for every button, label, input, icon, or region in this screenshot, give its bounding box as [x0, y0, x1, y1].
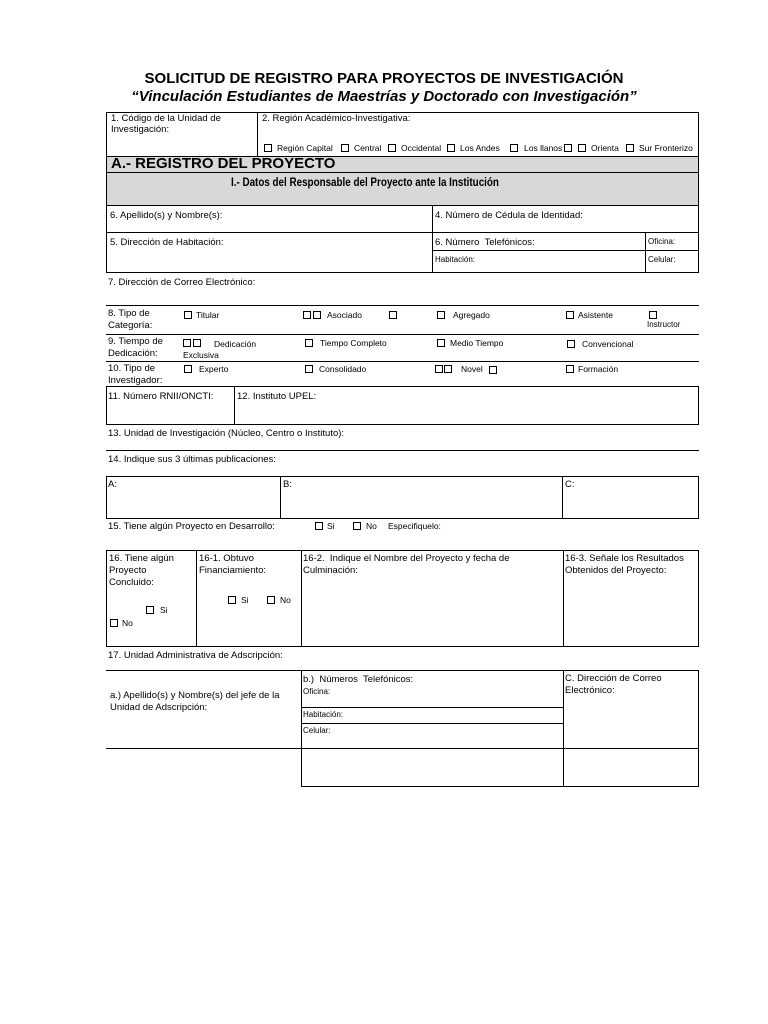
- region-orienta-checkbox: [578, 144, 586, 152]
- region-sur-fronterizo-checkbox: [626, 144, 634, 152]
- yes-option: Si: [327, 521, 335, 531]
- table-rule: [234, 386, 235, 424]
- form-title: SOLICITUD DE REGISTRO PARA PROYECTOS DE INVESTIGACIÓN: [144, 70, 624, 87]
- table-rule: [301, 670, 302, 787]
- experto-checkbox: [184, 365, 192, 373]
- yes-option: Si: [241, 595, 249, 605]
- region-option: Orienta: [591, 143, 619, 153]
- phone-cell-label: Celular:: [648, 255, 676, 264]
- table-rule: [106, 550, 107, 646]
- table-rule: [106, 450, 699, 451]
- researcher-option: Consolidado: [319, 364, 367, 374]
- table-rule: [698, 205, 699, 272]
- tiempo-completo-checkbox: [305, 339, 313, 347]
- yes-option: Si: [160, 605, 168, 615]
- asociado-checkbox: [313, 311, 321, 319]
- publication-a-label: A:: [108, 479, 117, 490]
- novel-checkbox: [444, 365, 452, 373]
- dedication-option: Tiempo Completo: [320, 338, 387, 348]
- table-rule: [106, 670, 699, 671]
- novel-checkbox: [435, 365, 443, 373]
- region-occidental-checkbox: [388, 144, 396, 152]
- id-label: 4. Número de Cédula de Identidad:: [435, 210, 583, 221]
- publication-b-label: B:: [283, 479, 292, 490]
- table-rule: [106, 156, 107, 205]
- table-rule: [645, 232, 646, 272]
- publications-label: 14. Indique sus 3 últimas publicaciones:: [108, 454, 276, 465]
- funding-label: 16-1. Obtuvo Financiamiento:: [199, 553, 267, 576]
- category-option: Titular: [196, 310, 220, 320]
- table-rule: [301, 786, 699, 787]
- table-rule: [106, 172, 699, 173]
- address-label: 5. Dirección de Habitación:: [110, 237, 224, 248]
- extra-checkbox: [389, 311, 397, 319]
- table-rule: [106, 748, 699, 749]
- publication-c-label: C:: [565, 479, 575, 490]
- research-unit-label: 13. Unidad de Investigación (Núcleo, Centro o Instituto):: [108, 428, 345, 439]
- table-rule: [106, 386, 107, 424]
- table-rule: [698, 550, 699, 646]
- table-rule: [562, 476, 563, 518]
- table-rule: [106, 386, 699, 387]
- phone-office-label: Oficina:: [648, 237, 676, 246]
- project-done-yes-checkbox: [146, 606, 154, 614]
- section-i-heading: I.- Datos del Responsable del Proyecto ante la Institución: [231, 175, 499, 189]
- table-rule: [106, 272, 699, 273]
- dedication-option: Dedicación Exclusiva: [183, 339, 259, 360]
- table-rule: [432, 205, 433, 272]
- category-option: Asociado: [327, 310, 362, 320]
- asistente-checkbox: [566, 311, 574, 319]
- head-phone-office-label: Oficina:: [303, 687, 331, 696]
- phones-label: 6. Número Telefónicos:: [435, 237, 535, 248]
- admin-unit-label: 17. Unidad Administrativa de Adscripción:: [108, 650, 283, 661]
- funding-no-checkbox: [267, 596, 275, 604]
- no-option: No: [122, 618, 133, 628]
- table-rule: [106, 476, 107, 518]
- researcher-type-label: 10. Tipo de Investigador:: [108, 363, 163, 386]
- head-phone-cell-label: Celular:: [303, 726, 331, 735]
- researcher-option: Experto: [199, 364, 229, 374]
- head-email-label: C. Dirección de Correo Electrónico:: [565, 673, 665, 696]
- table-rule: [106, 334, 699, 335]
- table-rule: [106, 518, 699, 519]
- no-option: No: [280, 595, 291, 605]
- consolidado-checkbox: [305, 365, 313, 373]
- section-a-heading: A.- REGISTRO DEL PROYECTO: [111, 155, 336, 172]
- institute-label: 12. Instituto UPEL:: [237, 391, 317, 402]
- form-subtitle: “Vinculación Estudiantes de Maestrías y Doctorado con Investigación”: [131, 88, 637, 105]
- no-option: No: [366, 521, 377, 531]
- project-dev-yes-checkbox: [315, 522, 323, 530]
- region-option: Central: [354, 143, 382, 153]
- medio-tiempo-checkbox: [437, 339, 445, 347]
- table-rule: [106, 476, 699, 477]
- region-label: 2. Región Académico-Investigativa:: [262, 113, 411, 124]
- table-rule: [301, 723, 564, 724]
- table-rule: [698, 476, 699, 518]
- convencional-checkbox: [567, 340, 575, 348]
- name-label: 6. Apellido(s) y Nombre(s):: [110, 210, 223, 221]
- table-rule: [301, 707, 564, 708]
- category-option: Instructor: [647, 320, 681, 329]
- category-option: Asistente: [578, 310, 613, 320]
- project-dev-label: 15. Tiene algún Proyecto en Desarrollo:: [108, 521, 275, 532]
- category-option: Agregado: [453, 310, 490, 320]
- head-name-label: a.) Apellido(s) y Nombre(s) del jefe de la Unidad de Adscripción:: [110, 690, 283, 713]
- table-rule: [280, 476, 281, 518]
- table-rule: [257, 112, 258, 156]
- table-rule: [106, 361, 699, 362]
- agregado-checkbox: [437, 311, 445, 319]
- results-label: 16-3. Señale los Resultados Obtenidos del Proyecto:: [565, 553, 687, 576]
- project-name-label: 16-2. Indique el Nombre del Proyecto y fecha de Culminación:: [303, 553, 513, 576]
- table-rule: [698, 670, 699, 787]
- phone-home-label: Habitación:: [435, 255, 476, 264]
- region-option: Sur Fronterizo: [639, 143, 693, 153]
- email-label: 7. Dirección de Correo Electrónico:: [108, 277, 256, 288]
- region-central-checkbox: [341, 144, 349, 152]
- region-option: Los Andes: [460, 143, 500, 153]
- category-label: 8. Tipo de Categoría:: [108, 308, 153, 331]
- extra-checkbox: [489, 366, 497, 374]
- funding-yes-checkbox: [228, 596, 236, 604]
- table-rule: [301, 550, 302, 646]
- titular-checkbox: [184, 311, 192, 319]
- table-rule: [698, 156, 699, 205]
- dedication-label: 9. Tiempo de Dedicación:: [108, 336, 166, 359]
- table-rule: [106, 550, 699, 551]
- project-done-no-checkbox: [110, 619, 118, 627]
- table-rule: [106, 232, 699, 233]
- formacion-checkbox: [566, 365, 574, 373]
- head-phones-label: b.) Números Telefónicos:: [303, 674, 414, 685]
- project-dev-no-checkbox: [353, 522, 361, 530]
- extra-checkbox: [564, 144, 572, 152]
- instructor-checkbox: [649, 311, 657, 319]
- table-rule: [106, 424, 699, 425]
- asociado-checkbox: [303, 311, 311, 319]
- specify-label: Especifiquelo:: [388, 521, 441, 531]
- dedication-option: Convencional: [582, 339, 634, 349]
- table-rule: [106, 205, 107, 272]
- table-rule: [563, 670, 564, 787]
- table-rule: [432, 250, 699, 251]
- table-rule: [106, 646, 699, 647]
- table-rule: [698, 386, 699, 424]
- region-los-andes-checkbox: [447, 144, 455, 152]
- table-rule: [106, 112, 107, 156]
- head-phone-home-label: Habitación:: [303, 710, 344, 719]
- project-done-label: 16. Tiene algún Proyecto Concluido:: [109, 553, 177, 588]
- rnii-label: 11. Número RNII/ONCTI:: [108, 391, 214, 402]
- researcher-option: Novel: [461, 364, 483, 374]
- table-rule: [106, 205, 699, 206]
- table-rule: [563, 550, 564, 646]
- table-rule: [106, 305, 699, 306]
- dedication-option: Medio Tiempo: [450, 338, 504, 348]
- table-rule: [698, 112, 699, 156]
- region-option: Región Capital: [277, 143, 333, 153]
- region-option: Occidental: [401, 143, 442, 153]
- unit-code-label: 1. Código de la Unidad de Investigación:: [111, 113, 224, 135]
- region-option: Los llanos: [524, 143, 563, 153]
- table-rule: [196, 550, 197, 646]
- researcher-option: Formación: [578, 364, 619, 374]
- region-capital-checkbox: [264, 144, 272, 152]
- region-los-llanos-checkbox: [510, 144, 518, 152]
